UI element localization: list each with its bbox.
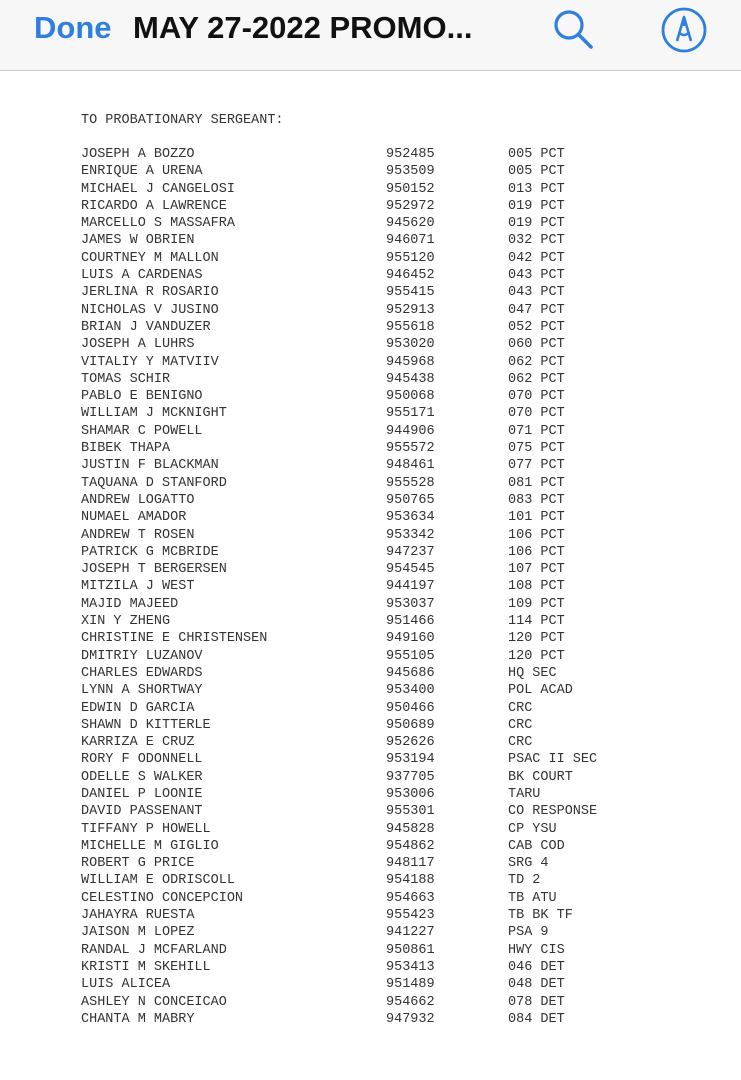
promotion-list [0,146,741,1028]
tax-id: 949160 [386,631,435,647]
tax-id: 953006 [386,786,435,802]
tax-id: 955105 [386,648,435,664]
command: 077 PCT [508,458,565,474]
officer-name: RICARDO A LAWRENCE [81,198,227,214]
command: 060 PCT [508,337,565,353]
tax-id: 953342 [386,527,435,543]
officer-name: TAQUANA D STANFORD [81,475,227,491]
officer-name: XIN Y ZHENG [81,614,171,630]
tax-id: 950068 [386,389,435,405]
tax-id: 945828 [386,821,435,837]
command: 046 DET [508,959,565,975]
tax-id: 954545 [386,562,435,578]
tax-id: 941227 [386,925,435,941]
officer-name: CELESTINO CONCEPCION [81,890,244,906]
table-row [0,682,741,699]
command: CAB COD [508,838,565,854]
tax-id: 952972 [386,198,435,214]
tax-id: 954188 [386,873,435,889]
officer-name: SHAMAR C POWELL [81,423,203,439]
table-row [0,492,741,509]
officer-name: NICHOLAS V JUSINO [81,302,219,318]
command: 070 PCT [508,389,565,405]
command: 120 PCT [508,631,565,647]
officer-name: LUIS ALICEA [81,977,171,993]
tax-id: 953634 [386,510,435,526]
command: 107 PCT [508,562,565,578]
officer-name: MICHELLE M GIGLIO [81,838,219,854]
officer-name: JAMES W OBRIEN [81,233,195,249]
officer-name: CHANTA M MABRY [81,1011,195,1027]
table-row [0,405,741,422]
table-row [0,838,741,855]
officer-name: MARCELLO S MASSAFRA [81,216,235,232]
tax-id: 955618 [386,319,435,335]
tax-id: 945686 [386,665,435,681]
officer-name: JOSEPH A LUHRS [81,337,195,353]
command: BK COURT [508,769,573,785]
tax-id: 954862 [386,838,435,854]
officer-name: KRISTI M SKEHILL [81,959,211,975]
table-row [0,803,741,820]
table-row [0,527,741,544]
table-row [0,994,741,1011]
tax-id: 950466 [386,700,435,716]
table-row [0,578,741,595]
tax-id: 944906 [386,423,435,439]
officer-name: DANIEL P LOONIE [81,786,203,802]
command: HWY CIS [508,942,565,958]
tax-id: 955301 [386,804,435,820]
officer-name: MITZILA J WEST [81,579,195,595]
tax-id: 953400 [386,683,435,699]
officer-name: RORY F ODONNELL [81,752,203,768]
command: 052 PCT [508,319,565,335]
table-row [0,215,741,232]
command: HQ SEC [508,665,557,681]
table-row [0,388,741,405]
officer-name: MICHAEL J CANGELOSI [81,181,235,197]
command: 043 PCT [508,268,565,284]
table-row [0,284,741,301]
command: 062 PCT [508,354,565,370]
table-row [0,786,741,803]
search-icon[interactable] [548,6,598,50]
command: TB ATU [508,890,557,906]
tax-id: 952626 [386,735,435,751]
tax-id: 945438 [386,371,435,387]
table-row [0,561,741,578]
command: 042 PCT [508,250,565,266]
command: 106 PCT [508,527,565,543]
table-row [0,751,741,768]
done-button[interactable]: Done [34,10,112,45]
tax-id: 955423 [386,908,435,924]
command: PSAC II SEC [508,752,598,768]
command: 043 PCT [508,285,565,301]
table-row [0,942,741,959]
table-row [0,336,741,353]
table-row [0,146,741,163]
command: 114 PCT [508,614,565,630]
command: 013 PCT [508,181,565,197]
tax-id: 955171 [386,406,435,422]
command: 075 PCT [508,441,565,457]
officer-name: LYNN A SHORTWAY [81,683,203,699]
officer-name: BIBEK THAPA [81,441,171,457]
officer-name: COURTNEY M MALLON [81,250,219,266]
command: SRG 4 [508,856,549,872]
table-row [0,163,741,180]
officer-name: JUSTIN F BLACKMAN [81,458,219,474]
table-row [0,181,741,198]
tax-id: 951489 [386,977,435,993]
table-row [0,959,741,976]
table-row [0,544,741,561]
table-row [0,371,741,388]
table-row [0,769,741,786]
table-row [0,976,741,993]
tax-id: 953413 [386,959,435,975]
table-row [0,302,741,319]
table-row [0,855,741,872]
table-row [0,423,741,440]
command: 108 PCT [508,579,565,595]
table-row [0,319,741,336]
command: 078 DET [508,994,565,1010]
officer-name: CHARLES EDWARDS [81,665,203,681]
command: 019 PCT [508,216,565,232]
tax-id: 950765 [386,492,435,508]
officer-name: WILLIAM J MCKNIGHT [81,406,227,422]
officer-name: TIFFANY P HOWELL [81,821,211,837]
table-row [0,613,741,630]
table-row [0,1011,741,1028]
command: 084 DET [508,1011,565,1027]
command: 048 DET [508,977,565,993]
table-row [0,250,741,267]
officer-name: JAHAYRA RUESTA [81,908,195,924]
officer-name: JAISON M LOPEZ [81,925,195,941]
officer-name: ASHLEY N CONCEICAO [81,994,227,1010]
list-heading: TO PROBATIONARY SERGEANT: [81,113,284,128]
tax-id: 944197 [386,579,435,595]
officer-name: JERLINA R ROSARIO [81,285,219,301]
officer-name: ROBERT G PRICE [81,856,195,872]
command: 109 PCT [508,596,565,612]
officer-name: SHAWN D KITTERLE [81,717,211,733]
table-row [0,890,741,907]
table-row [0,907,741,924]
command: 032 PCT [508,233,565,249]
table-row [0,267,741,284]
command: CRC [508,717,533,733]
markup-pen-icon[interactable] [660,6,708,54]
command: 005 PCT [508,164,565,180]
table-row [0,648,741,665]
officer-name: TOMAS SCHIR [81,371,171,387]
tax-id: 947932 [386,1011,435,1027]
command: 005 PCT [508,147,565,162]
tax-id: 947237 [386,544,435,560]
officer-name: DAVID PASSENANT [81,804,203,820]
tax-id: 953020 [386,337,435,353]
officer-name: KARRIZA E CRUZ [81,735,195,751]
toolbar [0,0,741,71]
tax-id: 946071 [386,233,435,249]
command: TD 2 [508,873,541,889]
table-row [0,509,741,526]
tax-id: 955120 [386,250,435,266]
table-row [0,232,741,249]
command: TB BK TF [508,908,573,924]
tax-id: 946452 [386,268,435,284]
command: CRC [508,700,533,716]
table-row [0,630,741,647]
officer-name: JOSEPH T BERGERSEN [81,562,227,578]
tax-id: 954662 [386,994,435,1010]
table-row [0,821,741,838]
command: 083 PCT [508,492,565,508]
command: 062 PCT [508,371,565,387]
table-row [0,198,741,215]
tax-id: 945968 [386,354,435,370]
command: 070 PCT [508,406,565,422]
table-row [0,665,741,682]
officer-name: RANDAL J MCFARLAND [81,942,227,958]
command: CP YSU [508,821,557,837]
table-row [0,734,741,751]
tax-id: 953037 [386,596,435,612]
tax-id: 952913 [386,302,435,318]
officer-name: NUMAEL AMADOR [81,510,187,526]
command: CRC [508,735,533,751]
officer-name: JOSEPH A BOZZO [81,147,195,162]
table-row [0,717,741,734]
tax-id: 948117 [386,856,435,872]
table-row [0,354,741,371]
document-title: MAY 27-2022 PROMO... [133,10,473,45]
command: 047 PCT [508,302,565,318]
table-row [0,700,741,717]
command: 071 PCT [508,423,565,439]
tax-id: 952485 [386,147,435,162]
table-row [0,457,741,474]
officer-name: EDWIN D GARCIA [81,700,195,716]
tax-id: 955572 [386,441,435,457]
command: 106 PCT [508,544,565,560]
command: 081 PCT [508,475,565,491]
tax-id: 954663 [386,890,435,906]
tax-id: 953194 [386,752,435,768]
officer-name: CHRISTINE E CHRISTENSEN [81,631,268,647]
officer-name: ODELLE S WALKER [81,769,203,785]
table-row [0,440,741,457]
table-row [0,475,741,492]
tax-id: 945620 [386,216,435,232]
command: 019 PCT [508,198,565,214]
tax-id: 948461 [386,458,435,474]
command: TARU [508,786,541,802]
command: 101 PCT [508,510,565,526]
tax-id: 937705 [386,769,435,785]
officer-name: ENRIQUE A URENA [81,164,203,180]
command: 120 PCT [508,648,565,664]
tax-id: 950861 [386,942,435,958]
command: CO RESPONSE [508,804,598,820]
officer-name: PATRICK G MCBRIDE [81,544,219,560]
officer-name: BRIAN J VANDUZER [81,319,211,335]
officer-name: ANDREW T ROSEN [81,527,195,543]
officer-name: LUIS A CARDENAS [81,268,203,284]
tax-id: 955528 [386,475,435,491]
tax-id: 951466 [386,614,435,630]
tax-id: 955415 [386,285,435,301]
tax-id: 953509 [386,164,435,180]
table-row [0,924,741,941]
officer-name: WILLIAM E ODRISCOLL [81,873,235,889]
officer-name: VITALIY Y MATVIIV [81,354,219,370]
table-row [0,596,741,613]
command: POL ACAD [508,683,573,699]
tax-id: 950152 [386,181,435,197]
tax-id: 950689 [386,717,435,733]
table-row [0,872,741,889]
officer-name: ANDREW LOGATTO [81,492,195,508]
officer-name: PABLO E BENIGNO [81,389,203,405]
officer-name: DMITRIY LUZANOV [81,648,203,664]
command: PSA 9 [508,925,549,941]
officer-name: MAJID MAJEED [81,596,179,612]
